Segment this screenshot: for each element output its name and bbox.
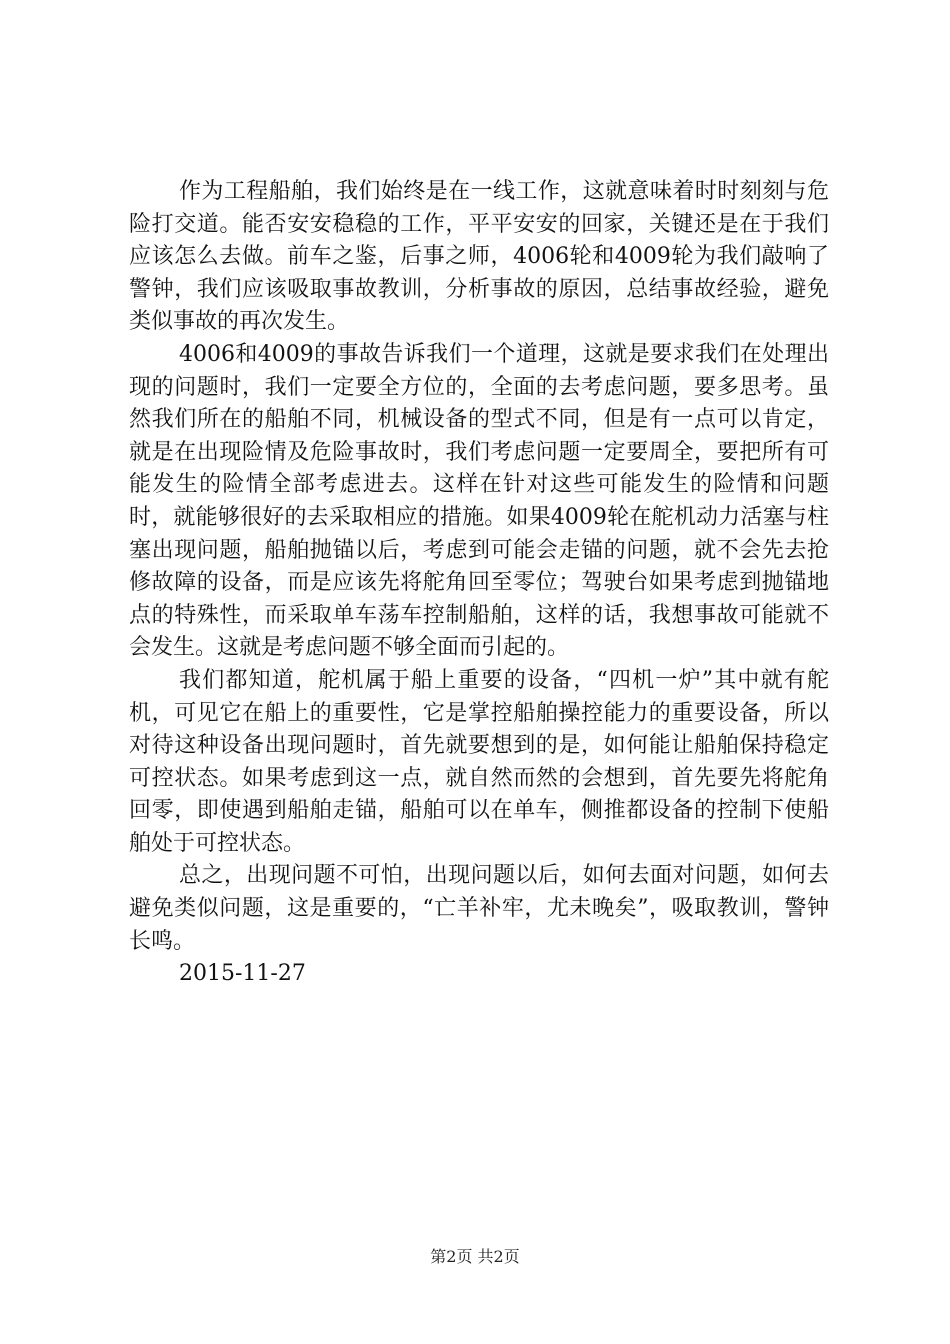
paragraph-4: 总之，出现问题不可怕，出现问题以后，如何去面对问题，如何去避免类似问题，这是重要的，“亡羊补牢，尤未晚矣”，吸取教训，警钟长鸣。 bbox=[129, 863, 829, 954]
document-body bbox=[129, 176, 829, 991]
document-date: 2015-11-27 bbox=[179, 961, 306, 987]
page-footer: 第2页 共2页 bbox=[430, 1247, 520, 1266]
paragraph-1: 作为工程船舶，我们始终是在一线工作，这就意味着时时刻刻与危险打交道。能否安安稳稳的工作，平平安安的回家，关键还是在于我们应该怎么去做。前车之鉴，后事之师，4006轮和4009轮为我们敲响了警钟，我们应该吸取事故教训，分析事故的原因，总结事故经验，避免类似事故的再次发生。 bbox=[129, 179, 829, 335]
paragraph-3: 我们都知道，舵机属于船上重要的设备，“四机一炉”其中就有舵机，可见它在船上的重要性，它是掌控船舶操控能力的重要设备，所以对待这种设备出现问题时，首先就要想到的是，如何能让船舶保持稳定可控状态。如果考虑到这一点，就自然而然的会想到，首先要先将舵角回零，即使遇到船舶走锚，船舶可以在单车，侧推都设备的控制下使船舶处于可控状态。 bbox=[129, 667, 829, 856]
paragraph-2: 4006和4009的事故告诉我们一个道理，这就是要求我们在处理出现的问题时，我们一定要全方位的，全面的去考虑问题，要多思考。虽然我们所在的船舶不同，机械设备的型式不同，但是有一点可以肯定，就是在出现险情及危险事故时，我们考虑问题一定要周全，要把所有可能发生的险情全部考虑进去。这样在针对这些可能发生的险情和问题时，就能够很好的去采取相应的措施。如果4009轮在舵机动力活塞与柱塞出现问题，船舶抛锚以后，考虑到可能会走锚的问题，就不会先去抢修故障的设备，而是应该先将舵角回至零位；驾驶台如果考虑到抛锚地点的特殊性，而采取单车荡车控制船舶，这样的话，我想事故可能就不会发生。这就是考虑问题不够全面而引起的。 bbox=[129, 341, 829, 661]
